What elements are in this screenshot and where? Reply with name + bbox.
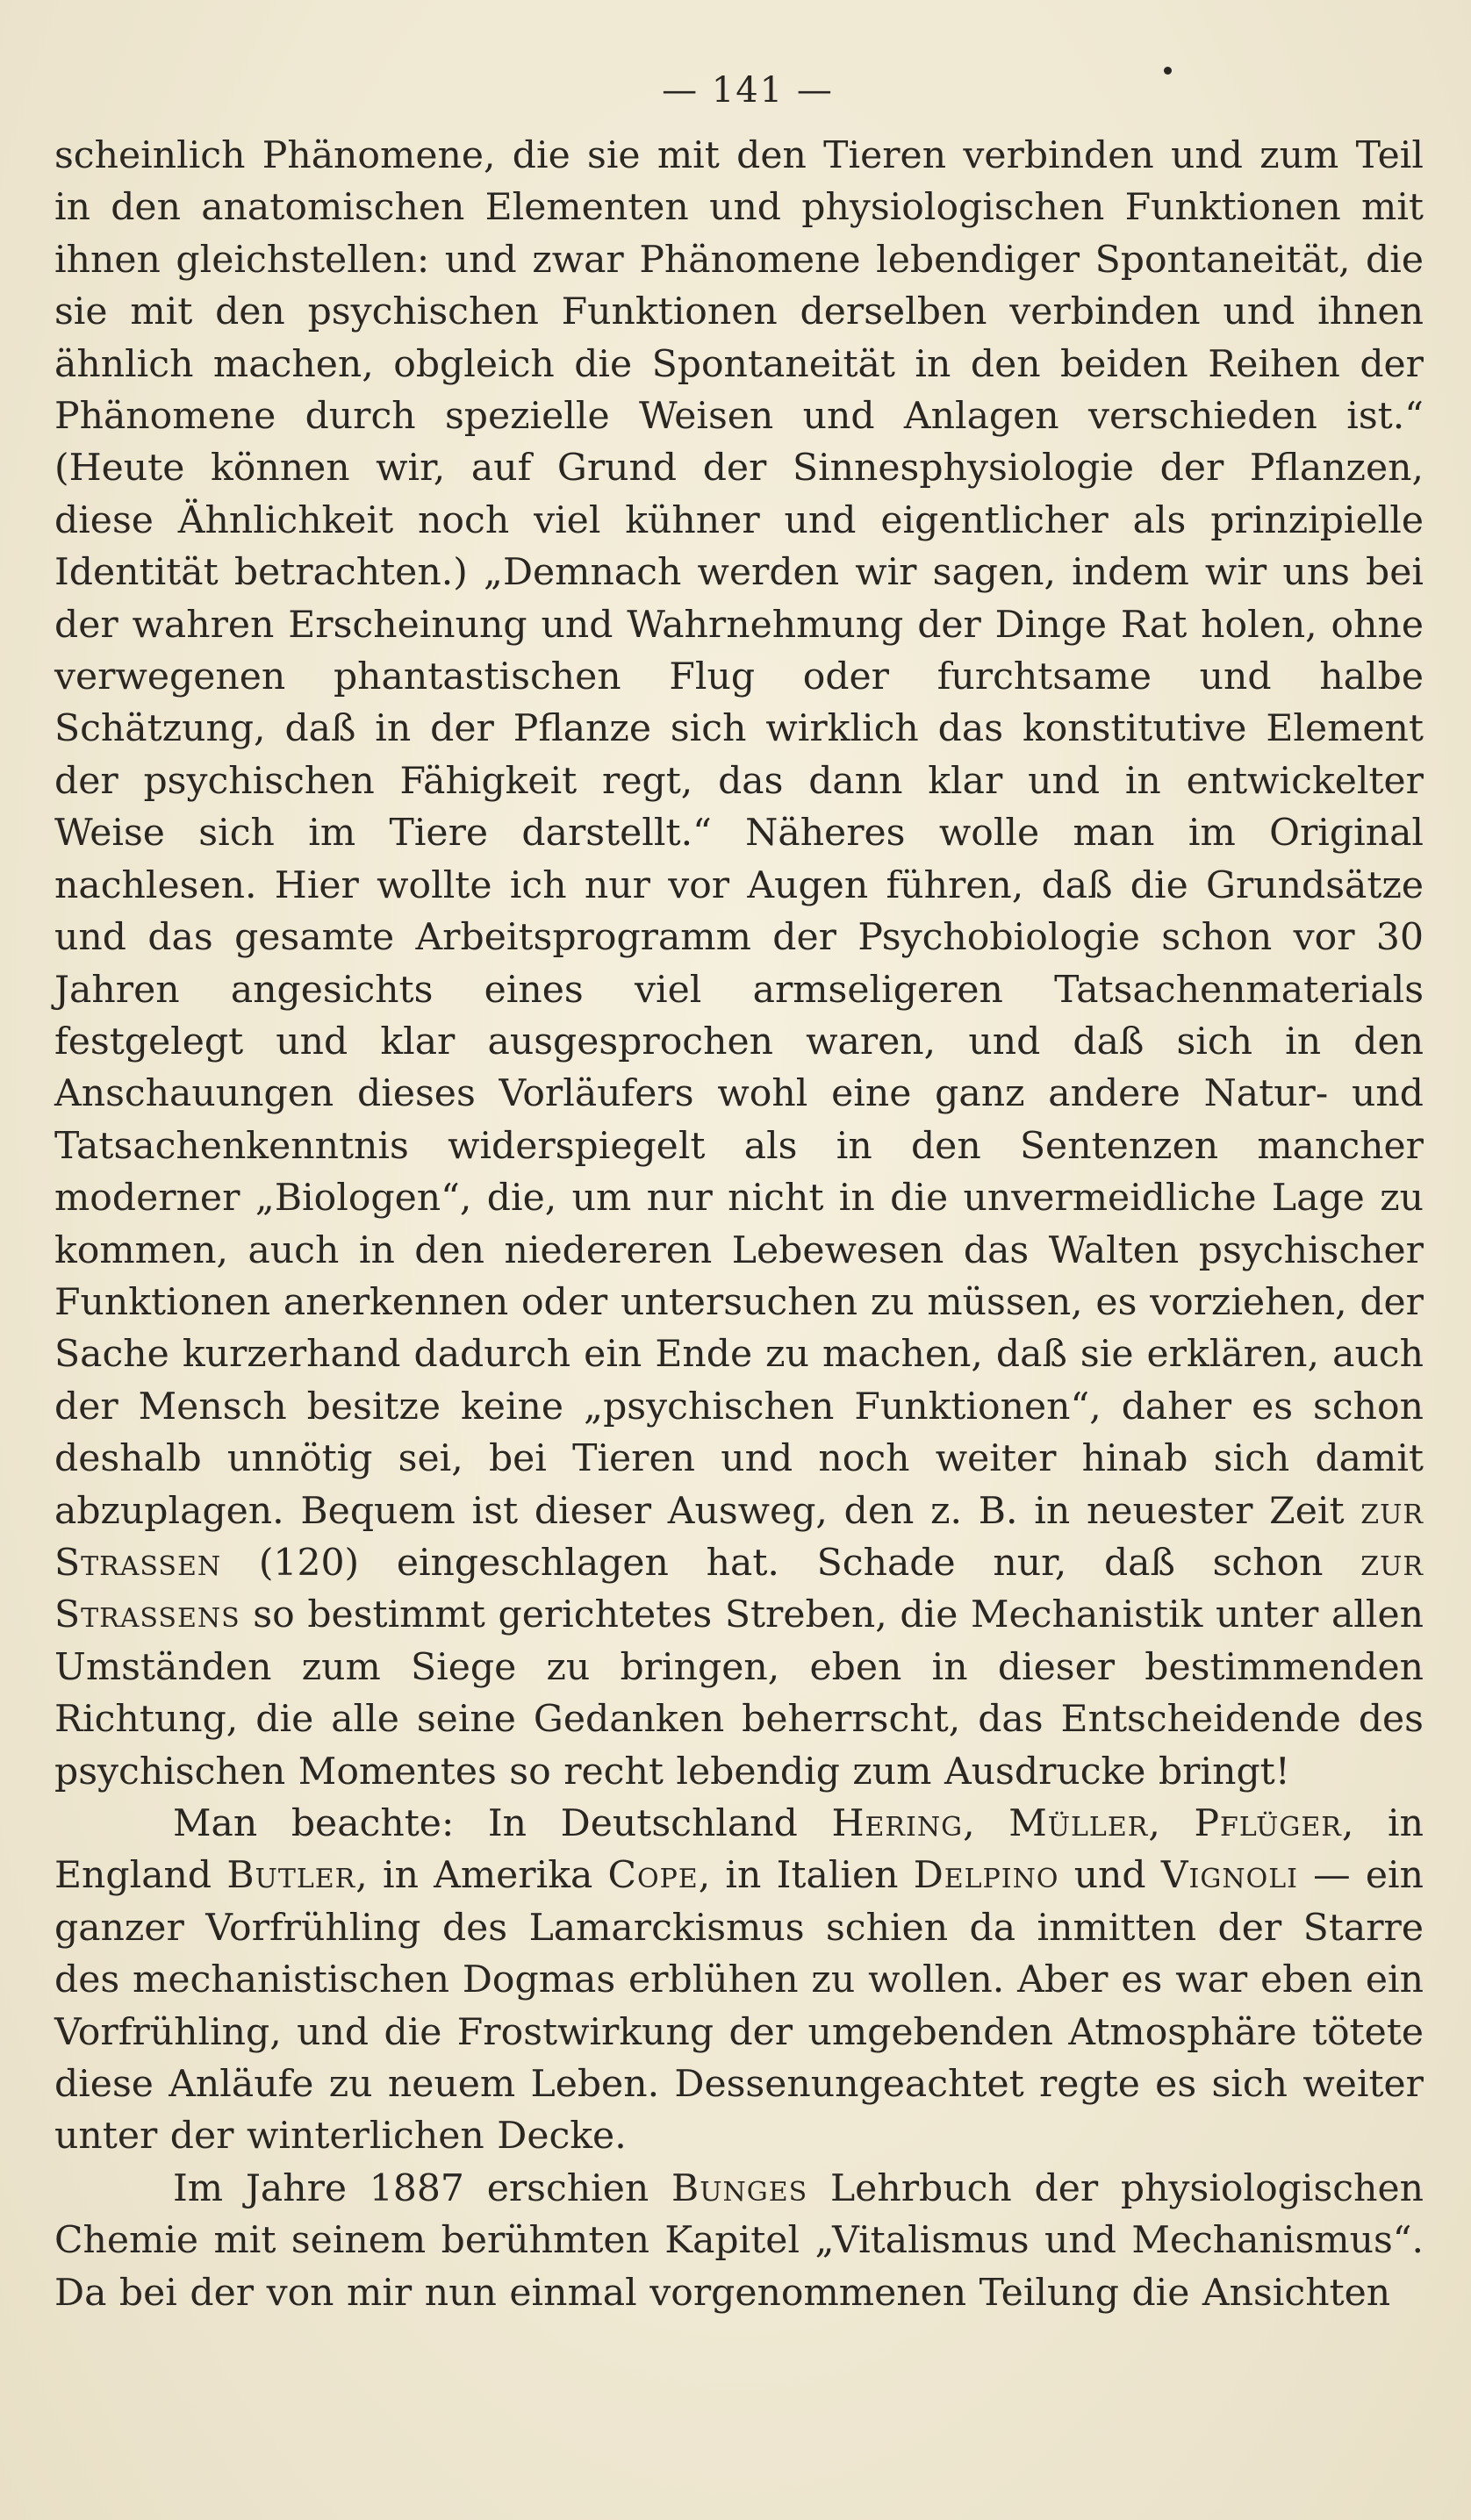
page-number: — 141 — (662, 70, 834, 111)
text-segment: Im Jahre 1887 erschien (173, 2166, 672, 2210)
author-name-vignoli: Vignoli (1160, 1854, 1298, 1898)
paragraph-3 (54, 2163, 1424, 2319)
text-segment: , in England (54, 1802, 1424, 1898)
author-name-hering: Hering (831, 1802, 964, 1845)
paragraph-2 (54, 1798, 1424, 2163)
text-segment: scheinlich Phänomene, die sie mit den Tieren verbinden und zum Teil in den anatomischen Elementen und physiologischen Funktionen mit ihnen gleichstellen: und zwar Phänomene lebendiger Spontaneität, die sie mit den psychischen Funktionen derselben verbinden und ihnen ähnlich machen, obgleich die Spontaneität in den beiden Reihen der Phänomene durch spezielle Weisen und Anlagen verschieden ist.“ (Heute können wir, auf Grund der Sinnesphysiologie der Pflanzen, diese Ähnlichkeit noch viel kühner und eigentlicher als prinzipielle Identität betrachten.) „Demnach werden wir sagen, indem wir uns bei der wahren Erscheinung und Wahrnehmung der Dinge Rat holen, ohne verwegenen phantastischen Flug oder furchtsame und halbe Schätzung, daß in der Pflanze sich wirklich das konstitutive Element der psychischen Fähigkeit regt, das dann klar und in entwickelter Weise sich im Tiere darstellt.“ Näheres wolle man im Original nachlesen. Hier wollte ich nur vor Augen führen, daß die Grundsätze und das gesamte Arbeitsprogramm der Psychobiologie schon vor 30 Jahren angesichts eines viel armseligeren Tatsachenmaterials festgelegt und klar ausgesprochen waren, und daß sich in den Anschauungen dieses Vorläufers wohl eine ganz andere Natur- und Tatsachenkenntnis widerspiegelt als in den Sentenzen mancher moderner „Biologen“, die, um nur nicht in die unvermeidliche Lage zu kommen, auch in den niedereren Lebewesen das Walten psychischer Funktionen anerkennen oder untersuchen zu müssen, es vorziehen, der Sache kurzerhand dadurch ein Ende zu machen, daß sie erklären, auch der Mensch besitze keine „psychischen Funktionen“, daher es schon deshalb unnötig sei, bei Tieren und noch weiter hinab sich damit abzuplagen. Bequem ist dieser Ausweg, den z. B. in neuester Zeit (54, 134, 1424, 1533)
author-name-zur-strassen: zur Strassen (54, 1489, 1424, 1585)
text-segment: so bestimmt gerichtetes Streben, die Mechanistik unter allen Umständen zum Siege zu bringen, eben in dieser bestimmenden Richtung, die alle seine Gedanken beherrscht, das Entscheidende des psychischen Momentes so recht lebendig zum Ausdrucke bringt! (54, 1593, 1424, 1793)
text-segment: , (963, 1802, 1009, 1845)
paragraph-1 (54, 130, 1424, 1798)
text-segment: Man beachte: In Deutschland (173, 1802, 832, 1845)
author-name-cope: Cope (607, 1854, 699, 1898)
text-segment: , in Italien (698, 1854, 914, 1898)
text-segment: (120) eingeschlagen hat. Schade nur, daß schon (221, 1541, 1361, 1585)
author-name-butler: Butler (226, 1854, 356, 1898)
author-name-bunges: Bunges (671, 2166, 808, 2210)
author-name-zur-strassens: zur Strassens (54, 1541, 1424, 1637)
text-segment: , (1148, 1802, 1195, 1845)
author-name-delpino: Delpino (913, 1854, 1059, 1898)
book-page (54, 61, 1424, 2501)
text-segment: , in Amerika (355, 1854, 608, 1898)
text-segment: Lehrbuch der physiologischen Chemie mit seinem berühmten Kapitel „Vitalismus und Mechanismus“. Da bei der von mir nun einmal vorgenommenen Teilung die Ansichten (54, 2166, 1424, 2315)
author-name-pflueger: Pflüger (1194, 1802, 1342, 1845)
author-name-mueller: Müller (1008, 1802, 1149, 1845)
text-segment: und (1058, 1854, 1161, 1898)
ink-speck (1164, 67, 1172, 75)
text-segment: — ein ganzer Vorfrühling des Lamarckismus schien da inmitten der Starre des mechanistischen Dogmas erblühen zu wollen. Aber es war eben ein Vorfrühling, und die Frostwirkung der umgebenden Atmosphäre tötete diese Anläufe zu neuem Leben. Dessenungeachtet regte es sich weiter unter der winterlichen Decke. (54, 1854, 1424, 2158)
